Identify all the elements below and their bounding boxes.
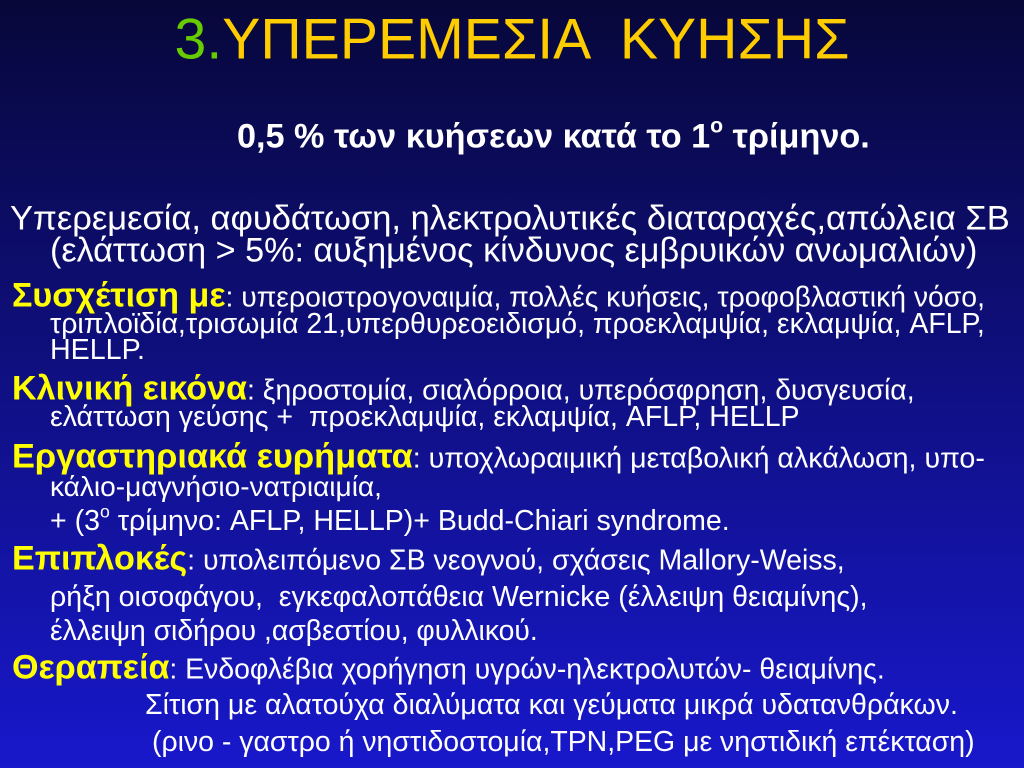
association-text-3: HELLP. [50,333,145,366]
clinical-heading: Κλινική εικόνα [12,369,247,408]
complications-line-3 [50,614,538,648]
lab-text-2: κάλιο-μαγνήσιο-νατριαιμία, [50,471,382,503]
clinical-text-2: ελάττωση γεύσης + προεκλαμψία, εκλαμψία, AFLP, HELLP [50,400,800,433]
treatment-text-3: (ρινο - γαστρο ή νηστιδοστομία,TPN,PEG με νηστιδική επέκταση) [152,725,975,758]
complications-line-2 [50,580,868,614]
complications-text-2: ρήξη οισοφάγου, εγκεφαλοπάθεια Wernicke (έλλειψη θειαμίνης), [50,580,868,613]
lab-text-3-end: τρίμηνο: AFLP, HELLP)+ Budd-Chiari syndrome. [109,504,730,537]
lab-text-3: + (3 [50,504,100,537]
title-number: 3. [174,7,223,72]
subtitle-text: 0,5 % των κυήσεων κατά το 1 [237,117,711,156]
subtitle-ordinal-superscript: ο [710,114,724,138]
treatment-line-1 [12,648,885,689]
lab-heading: Εργαστηριακά ευρήματα [12,437,413,476]
intro-text-1: Υπερεμεσία, αφυδάτωση, ηλεκτρολυτικές διαταραχές,απώλεια ΣΒ [10,199,1010,238]
treatment-text-1: : Ενδοφλέβια χορήγηση υγρών-ηλεκτρολυτών- θειαμίνης. [169,653,885,686]
subtitle [237,116,870,157]
lab-text-1: : υποχλωραιμική μεταβολική αλκάλωση, υπο- [412,442,985,475]
treatment-line-3 [152,725,975,759]
treatment-line-2 [145,688,958,722]
subtitle-text-end: τρίμηνο. [723,117,870,156]
clinical-line-2 [50,400,800,434]
lab-ordinal-superscript: ο [99,501,110,522]
lab-line-2 [50,470,382,504]
treatment-heading: Θεραπεία [12,648,170,687]
title-text: ΥΠΕΡΕΜΕΣΙΑ ΚΥΗΣΗΣ [222,7,850,72]
association-text-1: : υπεροιστρογοναιμία, πολλές κυήσεις, τροφοβλαστική νόσο, [225,281,985,314]
slide-title [175,6,850,75]
intro-line-2 [50,231,977,272]
clinical-text-1: : ξηροστομία, σιαλόρροια, υπερόσφρηση, δυσγευσία, [246,374,915,407]
lab-line-3 [50,501,730,538]
treatment-text-2: Σίτιση με αλατούχα διαλύματα και γεύματα μικρά υδατανθράκων. [145,688,958,721]
complications-text-3: έλλειψη σιδήρου ,ασβεστίου, φυλλικού. [50,614,538,647]
complications-line-1 [12,538,845,579]
association-line-2 [50,307,985,341]
association-heading: Συσχέτιση με [12,276,226,315]
intro-text-2: (ελάττωση > 5%: αυξημένος κίνδυνος εμβρυικών ανωμαλιών) [50,231,978,270]
association-text-2: τριπλοϊδία,τρισωμία 21,υπερθυρεοειδισμό, προεκλαμψία, εκλαμψία, AFLP, [50,307,985,340]
complications-heading: Επιπλοκές [12,539,188,578]
association-line-3 [50,333,145,367]
complications-text-1: : υπολειπόμενο ΣΒ νεογνού, σχάσεις Mallory-Weiss, [187,544,845,577]
